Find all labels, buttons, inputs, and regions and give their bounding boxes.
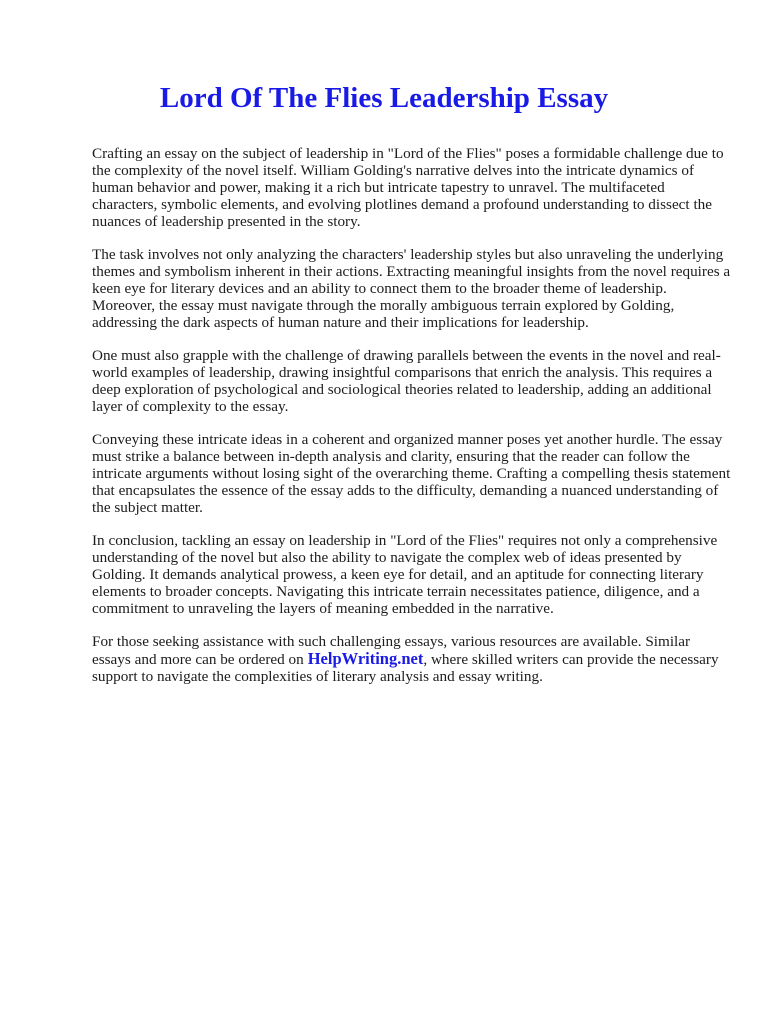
paragraph-6-text-before-link: For those seeking assistance with such challenging essays, various resources are available. Similar essays and more can be ordered on bbox=[92, 633, 691, 668]
paragraph-5: In conclusion, tackling an essay on leadership in "Lord of the Flies" requires not only a comprehensive understanding of the novel but also the ability to navigate the complex web of ideas presented by Golding. It demands analytical prowess, a keen eye for detail, and an aptitude for connecting literary elements to broader concepts. Navigating this intricate terrain necessitates patience, diligence, and a commitment to unraveling the layers of meaning embedded in the narrative. bbox=[92, 532, 718, 617]
essay-body bbox=[92, 145, 732, 701]
paragraph-4: Conveying these intricate ideas in a coherent and organized manner poses yet another hurdle. The essay must strike a balance between in-depth analysis and clarity, ensuring that the reader can follow the intricate arguments without losing sight of the overarching theme. Crafting a compelling thesis statement that encapsulates the essence of the essay adds to the difficulty, demanding a nuanced understanding of the subject matter. bbox=[92, 431, 731, 516]
paragraph-6-text-after-link: , where skilled writers can provide the necessary support to navigate the complexities of literary analysis and essay writing. bbox=[92, 651, 719, 685]
paragraph-6 bbox=[92, 633, 732, 685]
paragraph-2: The task involves not only analyzing the characters' leadership styles but also unraveling the underlying themes and symbolism inherent in their actions. Extracting meaningful insights from the novel requires a keen eye for literary devices and an ability to connect them to the broader theme of leadership. Moreover, the essay must navigate through the morally ambiguous terrain explored by Golding, addressing the dark aspects of human nature and their implications for leadership. bbox=[92, 246, 731, 331]
paragraph-3: One must also grapple with the challenge of drawing parallels between the events in the novel and real-world examples of leadership, drawing insightful comparisons that enrich the analysis. This requires a deep exploration of psychological and sociological theories related to leadership, adding an additional layer of complexity to the essay. bbox=[92, 347, 721, 415]
page-title: Lord Of The Flies Leadership Essay bbox=[159, 82, 609, 114]
helpwriting-link[interactable]: HelpWriting.net bbox=[307, 649, 424, 668]
paragraph-1: Crafting an essay on the subject of leadership in "Lord of the Flies" poses a formidable challenge due to the complexity of the novel itself. William Golding's narrative delves into the intricate dynamics of human behavior and power, making it a rich but intricate tapestry to unravel. The multifaceted characters, symbolic elements, and evolving plotlines demand a profound understanding to dissect the nuances of leadership presented in the story. bbox=[92, 145, 724, 230]
